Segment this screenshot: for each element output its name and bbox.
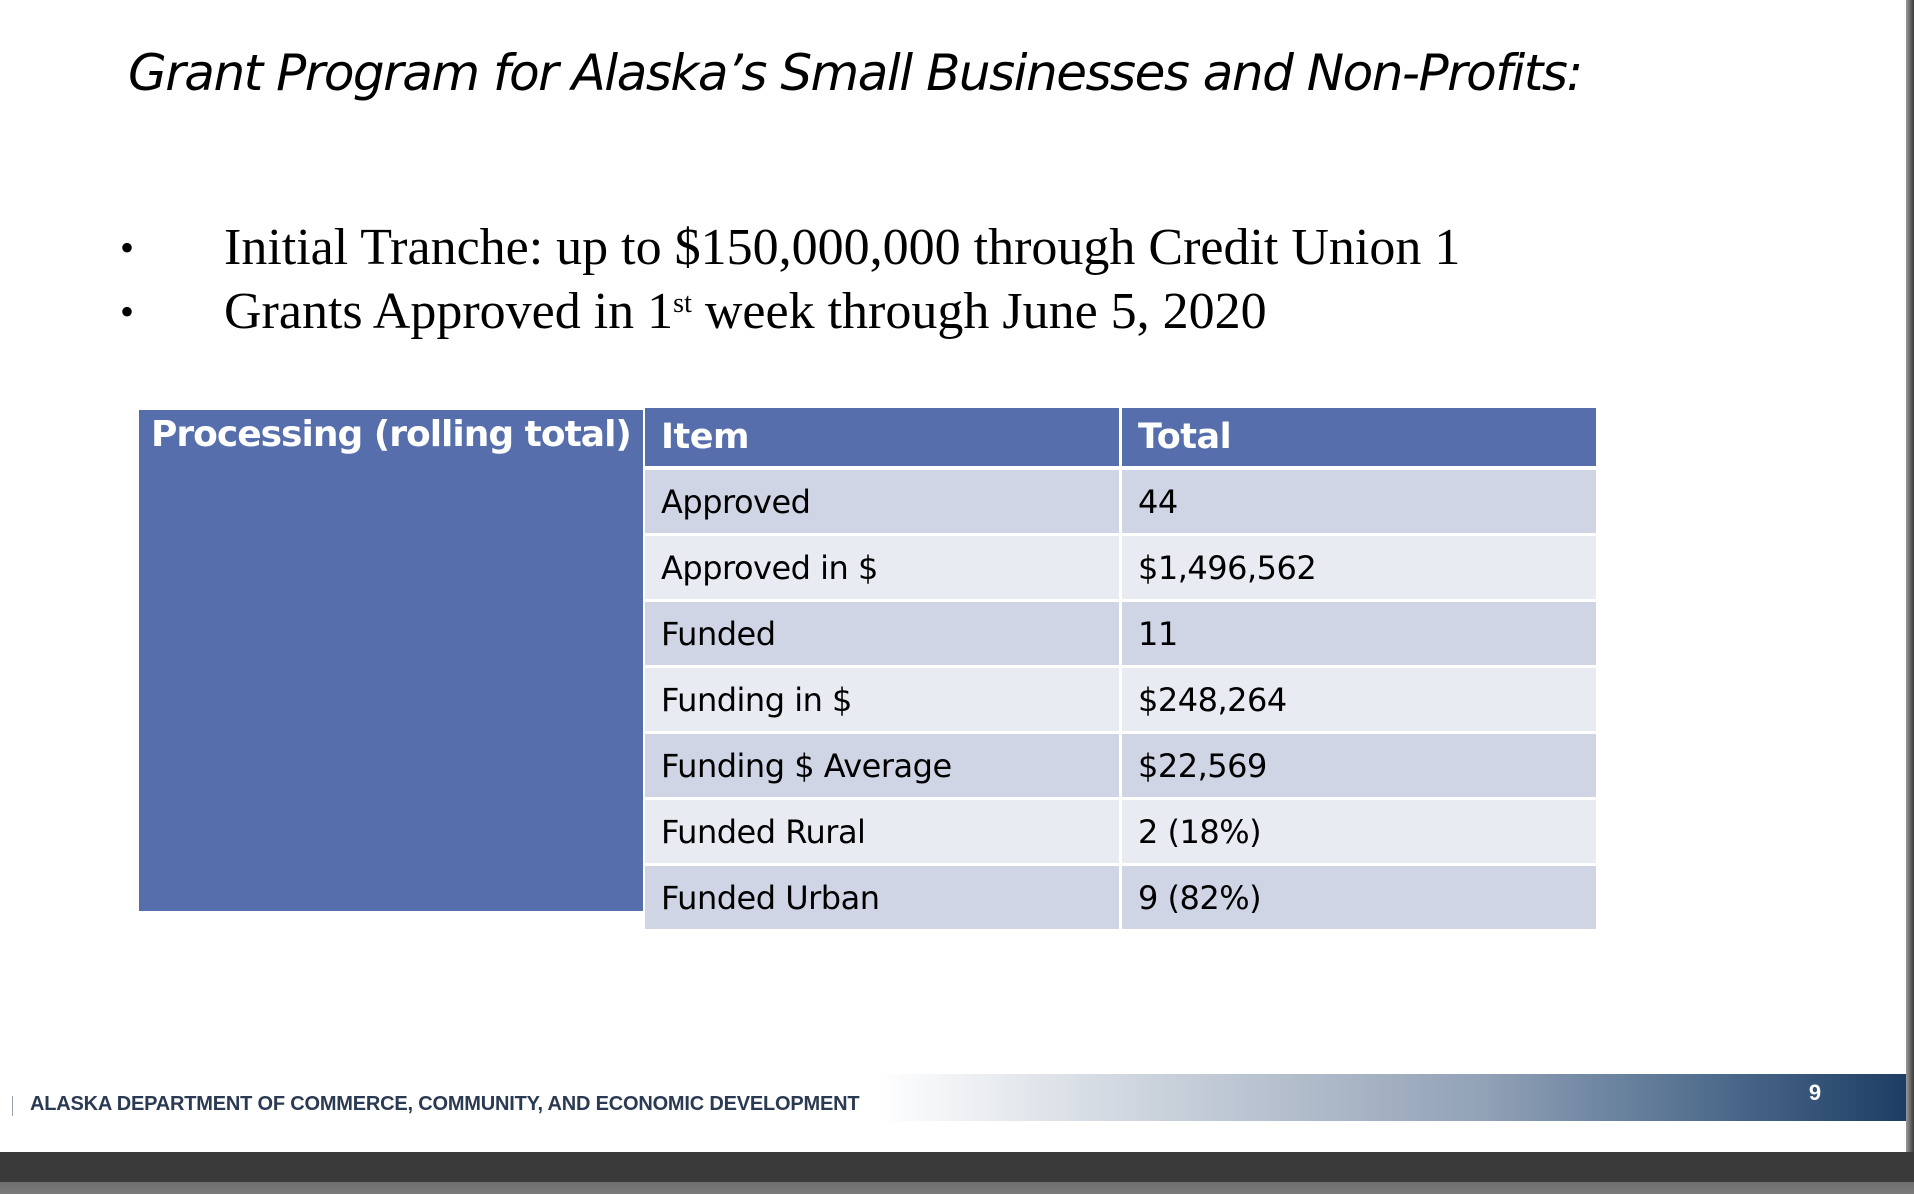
bullet-text: Initial Tranche: up to $150,000,000 through Credit Union 1 bbox=[224, 219, 1461, 276]
slide-title: Grant Program for Alaska’s Small Businesses and Non-Profits: bbox=[128, 44, 1582, 102]
bullet-text-post: week through June 5, 2020 bbox=[691, 283, 1267, 340]
bullet-text-pre: Grants Approved in 1 bbox=[224, 283, 674, 340]
item-cell: Approved bbox=[645, 470, 1119, 533]
bullet-text-superscript: st bbox=[673, 288, 692, 319]
column-header-item: Item bbox=[645, 408, 1119, 466]
table-row bbox=[645, 536, 1596, 599]
total-cell: $1,496,562 bbox=[1122, 536, 1596, 599]
table-row bbox=[645, 668, 1596, 731]
total-cell: 44 bbox=[1122, 470, 1596, 533]
table-body bbox=[645, 470, 1596, 929]
total-cell: $248,264 bbox=[1122, 668, 1596, 731]
bullet-marker: • bbox=[120, 225, 135, 270]
table-row bbox=[645, 800, 1596, 863]
table-header-row bbox=[645, 408, 1596, 466]
item-cell: Funding $ Average bbox=[645, 734, 1119, 797]
table-row bbox=[645, 734, 1596, 797]
total-cell: $22,569 bbox=[1122, 734, 1596, 797]
page-number: 9 bbox=[1808, 1080, 1822, 1105]
processing-section-label: Processing (rolling total) bbox=[151, 414, 631, 455]
footer-organization: ALASKA DEPARTMENT OF COMMERCE, COMMUNITY, AND ECONOMIC DEVELOPMENT bbox=[30, 1093, 860, 1115]
table-row bbox=[645, 866, 1596, 929]
bullet-item-tranche bbox=[120, 216, 1460, 280]
item-cell: Funded Rural bbox=[645, 800, 1119, 863]
total-cell: 2 (18%) bbox=[1122, 800, 1596, 863]
item-cell: Approved in $ bbox=[645, 536, 1119, 599]
bullet-item-approved bbox=[120, 280, 1460, 344]
processing-section-cell bbox=[139, 410, 643, 911]
window-edge-bottom bbox=[0, 1152, 1914, 1194]
window-edge-right bbox=[1906, 0, 1914, 1152]
total-cell: 9 (82%) bbox=[1122, 866, 1596, 929]
column-header-total: Total bbox=[1122, 408, 1596, 466]
bullet-marker: • bbox=[120, 289, 135, 334]
item-cell: Funded bbox=[645, 602, 1119, 665]
table-row bbox=[645, 470, 1596, 533]
footer-divider bbox=[12, 1096, 13, 1116]
bullet-list bbox=[120, 216, 1460, 344]
processing-table bbox=[645, 408, 1596, 932]
item-cell: Funding in $ bbox=[645, 668, 1119, 731]
total-cell: 11 bbox=[1122, 602, 1596, 665]
table-row bbox=[645, 602, 1596, 665]
item-cell: Funded Urban bbox=[645, 866, 1119, 929]
